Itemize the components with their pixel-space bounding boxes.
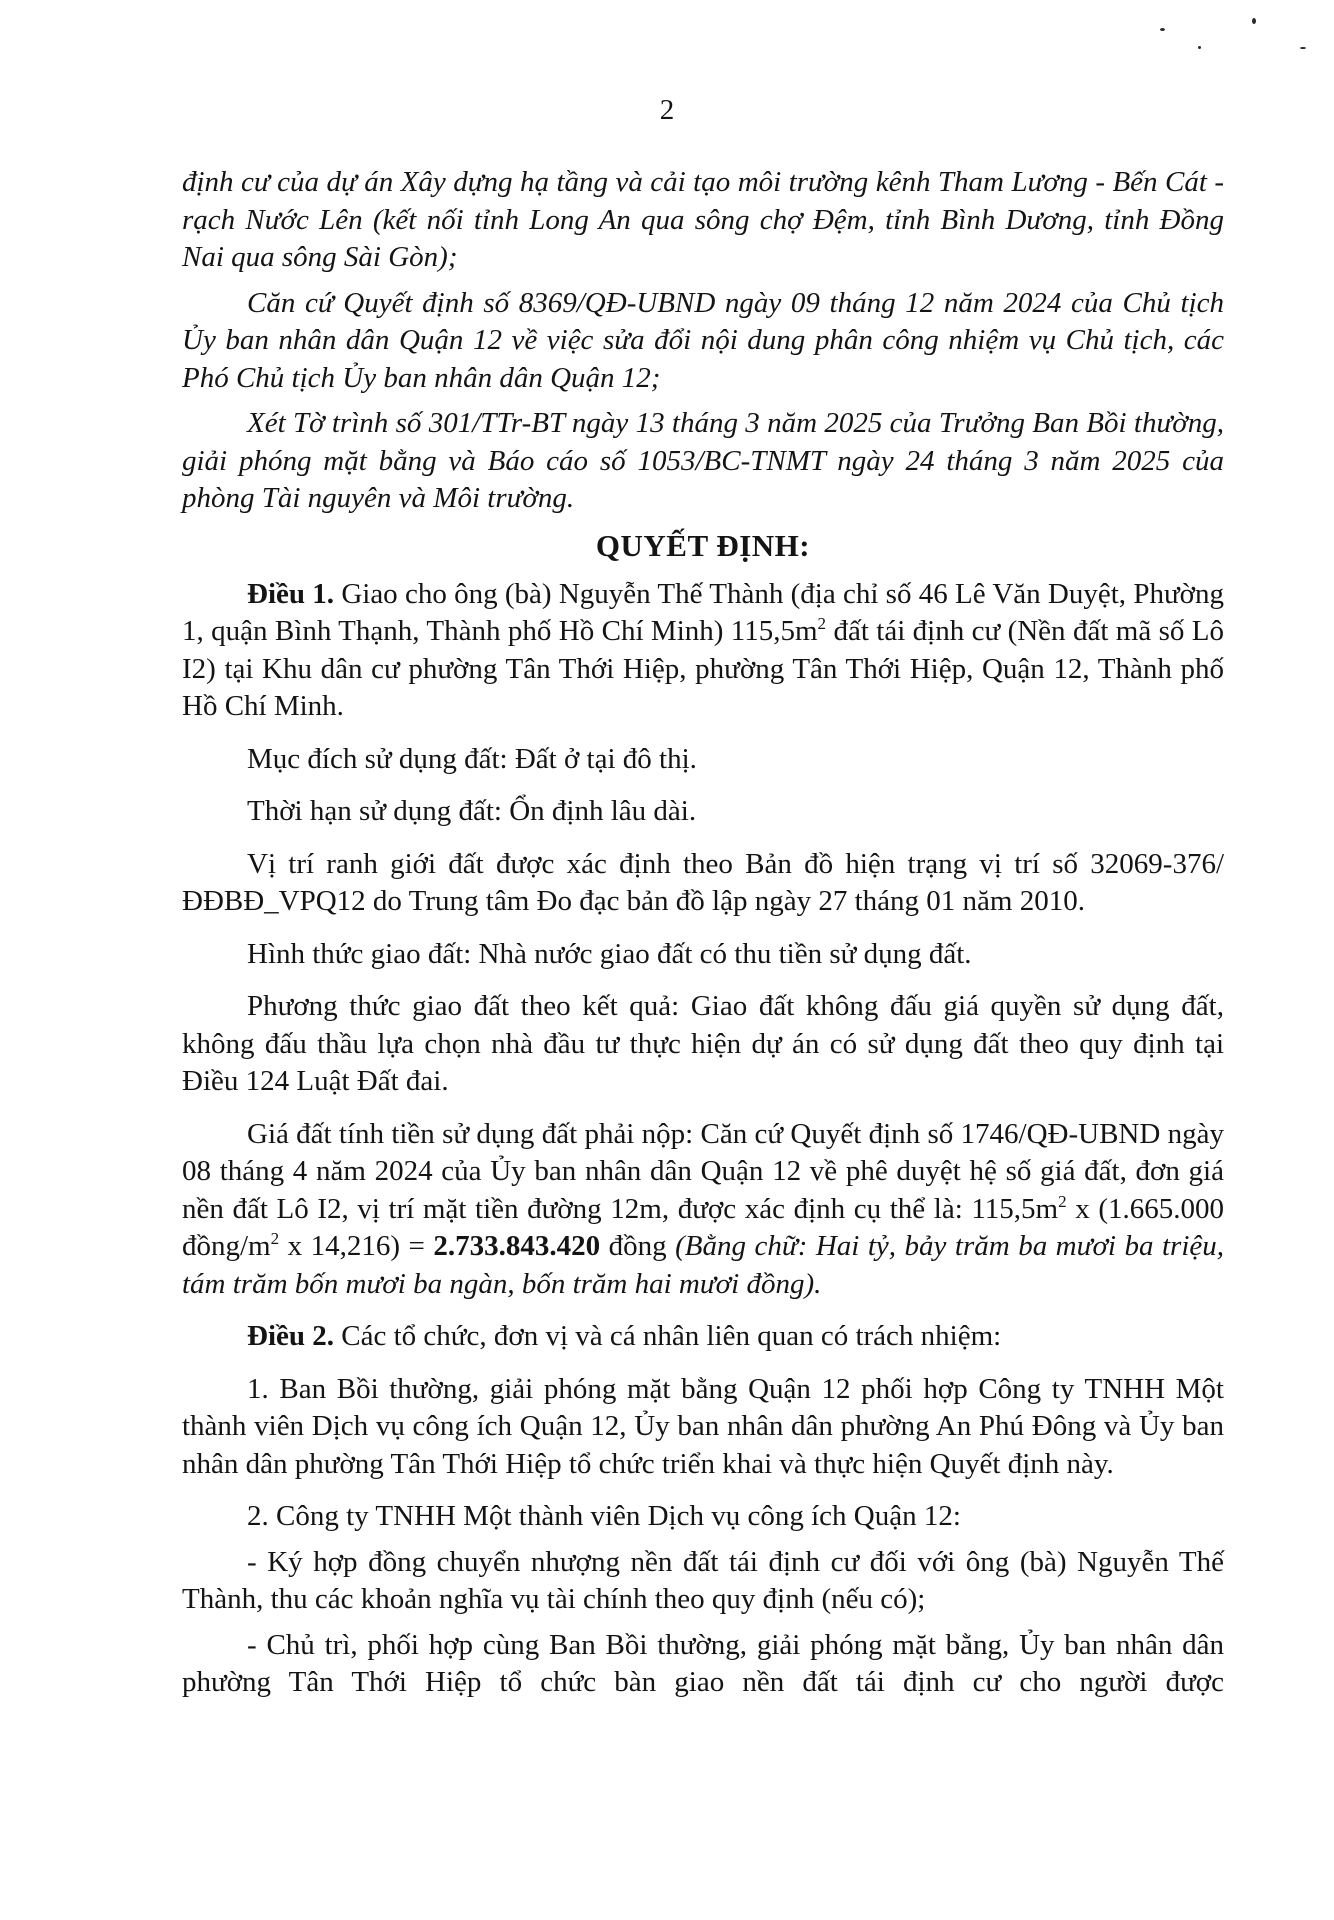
article-1-purpose: Mục đích sử dụng đất: Đất ở tại đô thị. [247,742,697,775]
area-unit-sup: 2 [817,614,827,633]
article-1-term: Thời hạn sử dụng đất: Ổn định lâu dài. [247,795,697,827]
decision-heading: QUYẾT ĐỊNH: [595,527,811,563]
article-2-item-2: 2. Công ty TNHH Một thành viên Dịch vụ công ích Quận 12: [247,1500,961,1532]
article-1-price [182,1116,1224,1304]
article-2-item-1: 1. Ban Bồi thường, giải phóng mặt bằng Quận 12 phối hợp Công ty TNHH Một thành viên Dịch vụ công ích Quận 12, Ủy ban nhân dân phường An Phú Đông và Ủy ban nhân dân phường Tân Thới Hiệp tổ chức triển khai và thực hiện Quyết định này. [182,1372,1224,1480]
article-1-label: Điều 1. [247,577,335,610]
scan-speck [1252,18,1256,24]
scan-speck [1300,47,1306,49]
article-2-label: Điều 2. [247,1320,334,1352]
article-2-text: Các tổ chức, đơn vị và cá nhân liên quan có trách nhiệm: [334,1320,1002,1352]
article-2-item-2a: - Ký hợp đồng chuyển nhượng nền đất tái định cư đối với ông (bà) Nguyễn Thế Thành, thu các khoản nghĩa vụ tài chính theo quy định (nếu có); [182,1545,1224,1615]
article-1-text-cont: đất tái định cư (Nền đất mã số Lô I2) tại Khu dân cư phường Tân Thới Hiệp, phường Tân Thới Hiệp, Quận 12, Thành phố Hồ Chí Minh. [182,615,1224,722]
article-1-intro [182,576,1224,726]
scan-speck [1160,28,1165,31]
price-sup-2: 2 [270,1229,280,1248]
article-1-method: Phương thức giao đất theo kết quả: Giao đất không đấu giá quyền sử dụng đất, không đấu thầu lựa chọn nhà đầu tư thực hiện dự án có sử dụng đất theo quy định tại Điều 124 Luật Đất đai. [182,990,1224,1097]
article-2-intro [182,1318,1224,1356]
article-1-form: Hình thức giao đất: Nhà nước giao đất có thu tiền sử dụng đất. [247,937,972,970]
price-sup-1: 2 [1058,1191,1067,1211]
article-2-item-2b: - Chủ trì, phối hợp cùng Ban Bồi thường, giải phóng mặt bằng, Ủy ban nhân dân phường Tân Thới Hiệp tổ chức bàn giao nền đất tái định cư cho người được [182,1628,1224,1698]
legal-basis-301: Xét Tờ trình số 301/TTr-BT ngày 13 tháng 3 năm 2025 của Trưởng Ban Bồi thường, giải phóng mặt bằng và Báo cáo số 1053/BC-TNMT ngày 24 tháng 3 năm 2025 của phòng Tài nguyên và Môi trường. [182,407,1224,514]
article-1-text: Giao cho ông (bà) Nguyễn Thế Thành (địa chỉ số 46 Lê Văn Duyệt, Phường 1, quận Bình Thạnh, Thành phố Hồ Chí Minh) 115,5m [182,577,1225,647]
legal-basis-8369: Căn cứ Quyết định số 8369/QĐ-UBND ngày 09 tháng 12 năm 2024 của Chủ tịch Ủy ban nhân dân Quận 12 về việc sửa đổi nội dung phân công nhiệm vụ Chủ tịch, các Phó Chủ tịch Ủy ban nhân dân Quận 12; [182,286,1224,394]
article-1-location: Vị trí ranh giới đất được xác định theo Bản đồ hiện trạng vị trí số 32069-376/ĐĐBĐ_VPQ12 do Trung tâm Đo đạc bản đồ lập ngày 27 tháng 01 năm 2010. [182,847,1224,917]
document-body [182,164,1224,1710]
price-total: 2.733.843.420 [433,1230,601,1262]
price-end: x 14,216) = [279,1230,434,1262]
price-in-words: (Bằng chữ: Hai tỷ, bảy trăm ba mươi ba triệu, tám trăm bốn mươi ba ngàn, bốn trăm hai mươi đồng). [182,1230,1224,1300]
preamble-continuation: định cư của dự án Xây dựng hạ tầng và cải tạo môi trường kênh Tham Lương - Bến Cát - rạch Nước Lên (kết nối tỉnh Long An qua sông chợ Đệm, tỉnh Bình Dương, tỉnh Đồng Nai qua sông Sài Gòn); [182,166,1224,273]
price-unit: đồng [600,1230,676,1262]
price-mid: x (1.665.000 đồng/m [182,1192,1224,1262]
price-text: Giá đất tính tiền sử dụng đất phải nộp: Căn cứ Quyết định số 1746/QĐ-UBND ngày 08 tháng 4 năm 2024 của Ủy ban nhân dân Quận 12 về phê duyệt hệ số giá đất, đơn giá nền đất Lô I2, vị trí mặt tiền đường 12m, được xác định cụ thể là: 115,5m [182,1117,1224,1225]
scan-speck [1198,46,1201,49]
page-number: 2 [659,94,675,126]
